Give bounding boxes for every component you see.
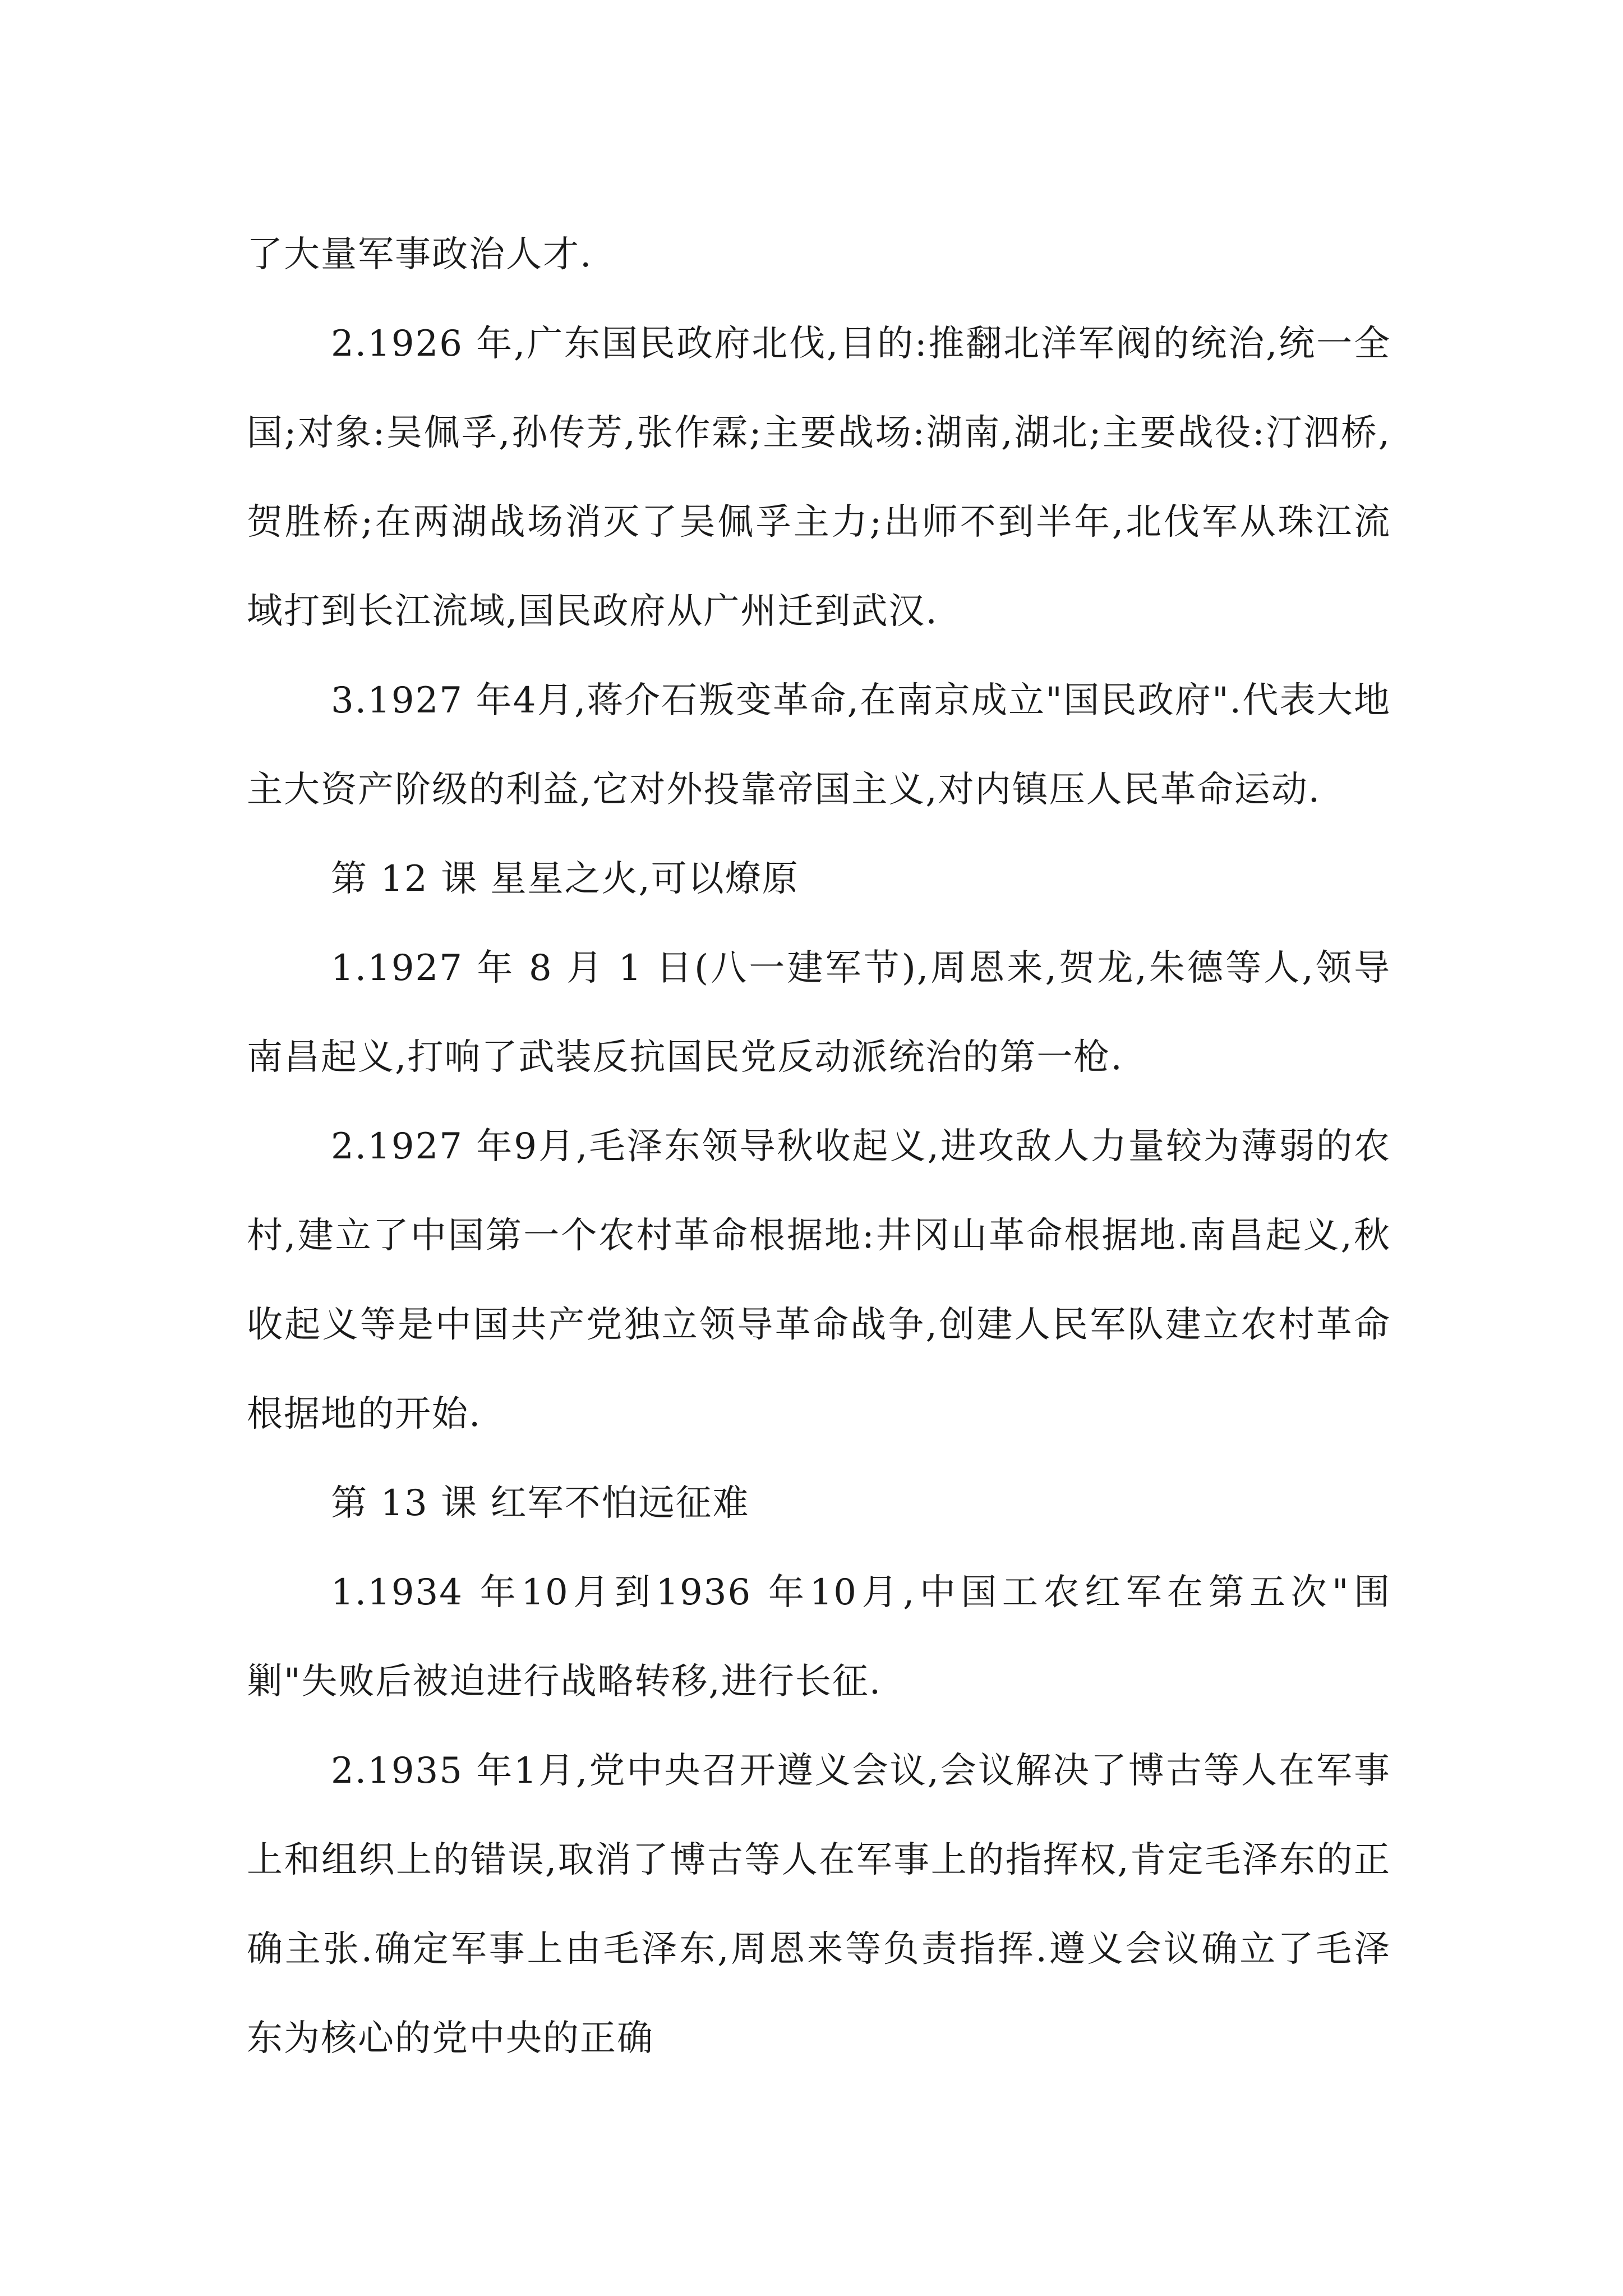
paragraph-zunyi-conference: 2.1935 年1月,党中央召开遵义会议,会议解决了博古等人在军事上和组织上的错误,取消了博古等人在军事上的指挥权,肯定毛泽东的正确主张.确定军事上由毛泽东,周恩来等负责指挥.遵义会议确立了毛泽东为核心的党中央的正确 <box>247 1750 1391 2059</box>
document-body <box>247 210 1391 2083</box>
paragraph-autumn-harvest-uprising: 2.1927 年9月,毛泽东领导秋收起义,进攻敌人力量较为薄弱的农村,建立了中国第一个农村革命根据地:井冈山革命根据地.南昌起义,秋收起义等是中国共产党独立领导革命战争,创建人民军队建立农村革命根据地的开始. <box>247 1126 1391 1435</box>
paragraph-northern-expedition: 2.1926 年,广东国民政府北伐,目的:推翻北洋军阀的统治,统一全国;对象:吴佩孚,孙传芳,张作霖;主要战场:湖南,湖北;主要战役:汀泗桥,贺胜桥;在两湖战场消灭了吴佩孚主力;出师不到半年,北伐军从珠江流域打到长江流域,国民政府从广州迁到武汉. <box>247 323 1391 632</box>
paragraph-nanjing-government: 3.1927 年4月,蒋介石叛变革命,在南京成立"国民政府".代表大地主大资产阶级的利益,它对外投靠帝国主义,对内镇压人民革命运动. <box>247 680 1391 811</box>
lesson-12-heading: 第 12 课 星星之火,可以燎原 <box>331 858 799 900</box>
paragraph-nanchang-uprising: 1.1927 年 8 月 1 日(八一建军节),周恩来,贺龙,朱德等人,领导南昌起义,打响了武装反抗国民党反动派统治的第一枪. <box>247 947 1391 1078</box>
paragraph-continuation: 了大量军事政治人才. <box>247 234 593 275</box>
lesson-13-heading: 第 13 课 红军不怕远征难 <box>331 1483 750 1524</box>
paragraph-long-march: 1.1934 年10月到1936 年10月,中国工农红军在第五次"围剿"失败后被迫进行战略转移,进行长征. <box>247 1572 1391 1703</box>
